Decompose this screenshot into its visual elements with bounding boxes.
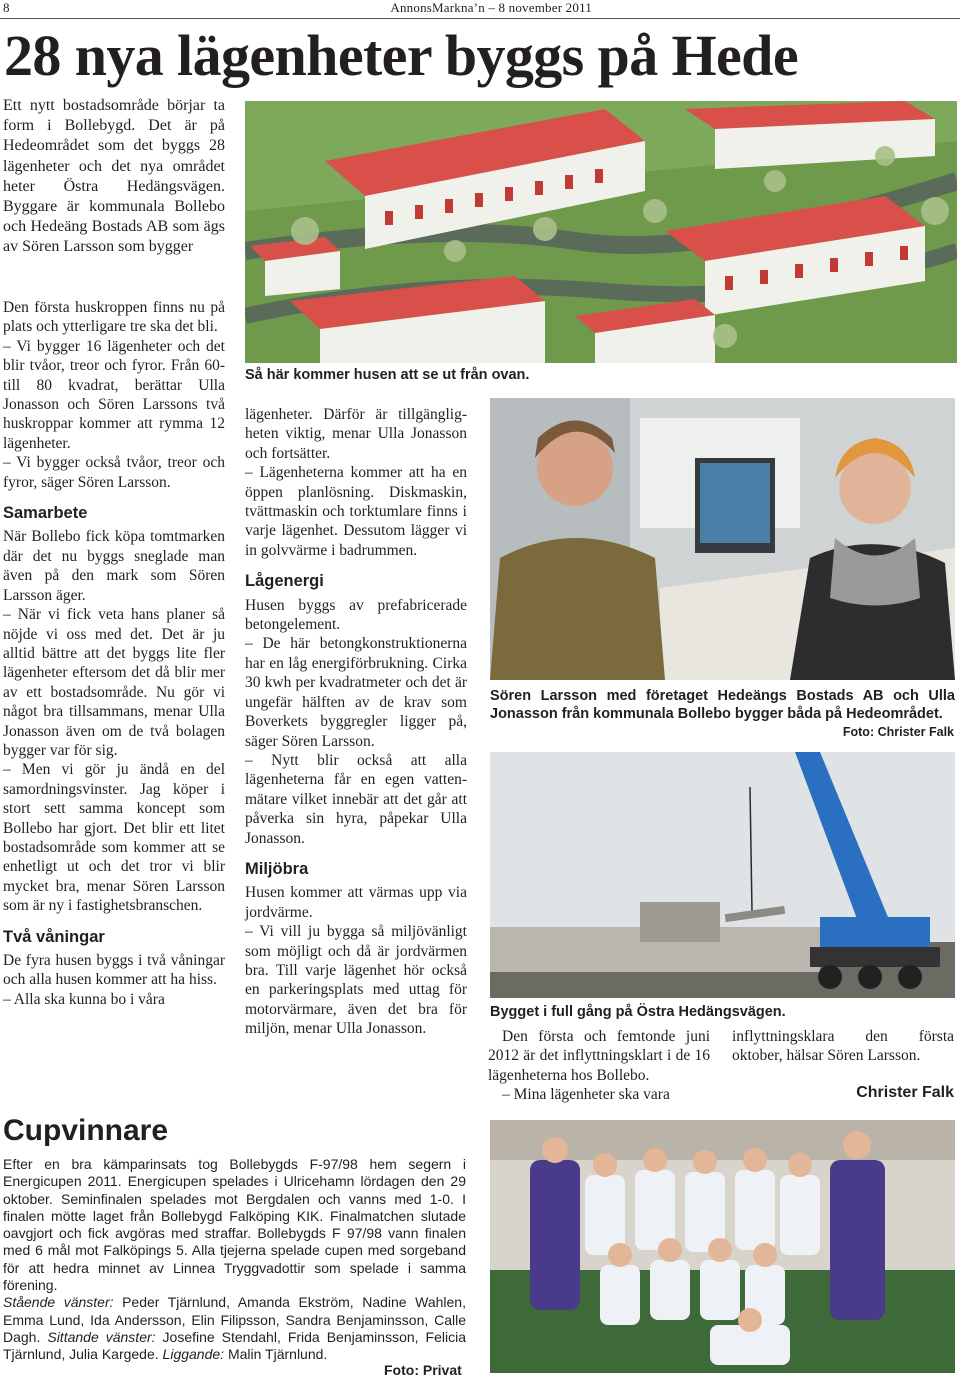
paragraph: lägenheter. Därför är tillgängligheten viktig, menar Ulla Jonasson och fortsätter.: [245, 406, 467, 462]
cup-sitting-label: Sittande vänster:: [47, 1328, 156, 1345]
paragraph: – Vi bygger också tvåor, treor och fyror, säger Sören Larsson.: [3, 454, 225, 491]
cup-text: [3, 1156, 466, 1364]
cup-title: Cupvinnare: [3, 1114, 169, 1147]
crane-photo: [490, 752, 955, 998]
paragraph: – Mina lägenheter ska vara: [502, 1086, 670, 1104]
paragraph: – Vi bygger 16 lägenheter och det blir tvåor, treor och fyror. Från 60- till 80 kvadrat, berättar Ulla Jonasson och Sören Larssons två huskroppar kommer att rymma 12 lägenheter.: [3, 337, 225, 452]
paragraph: – De här betongkonstruktionerna har en låg energiförbrukning. Cirka 30 kwh per kvadratmeter och det är ungefär hälften av de krav som Boverkets byggregler ligger på, säger Sören Larsson.: [245, 635, 467, 750]
paragraph: – Nytt blir också att alla lägenheterna får en egen vattenmätare vilket innebär att det går att påverka sin hyra, påpekar Ulla Jonasson.: [245, 751, 467, 847]
portrait-photo-credit: Foto: Christer Falk: [842, 725, 954, 739]
subheading-tva-vaningar: Två våningar: [3, 927, 105, 946]
paragraph: – Men vi gör ju ändå en del samordningsvinster. Jag köper i stort sett samma koncept som Bollebo har gjort. Det blir ett litet bostadsområde som kommer att se enhetligt ut och det tror vi blir mycket bra, menar Sören Larsson som är ny i fastighetsbranschen.: [3, 761, 225, 915]
page-number: 8: [3, 0, 10, 15]
cup-body: Efter en bra kämparinsats tog Bollebygds F-97/98 hem segern i Energicupen 2011. Energicupen spelades i Ulricehamn lördagen den 29 oktober. Seminfinalen spelades mot Bergdalen och vanns med 1-0. I finalen mötte laget från Bollebygd Falköping KIK. Finalmatchen slutade oavgjort och fick avgöras med straffar. Bollebygds F 97/98 vann finalen med 6 mål mot Falköpings 5. Alla tjejerna spelade cupen med sorgeband för att hedra minnet av Linnea Tryggvadottir som spelade i samma förening.: [3, 1156, 466, 1294]
portrait-caption-text: Sören Larsson med företaget Hedeängs Bostads AB och Ulla Jonasson från kommunala Bollebo bygger båda på Hedeområdet.: [490, 688, 955, 722]
header-rule: [0, 18, 960, 19]
publication-line: AnnonsMarkna’n – 8 november 2011: [390, 0, 592, 15]
headline: 28 nya lägenheter byggs på Hede: [4, 23, 798, 88]
crane-caption: Bygget i full gång på Östra Hedängsvägen.: [490, 1004, 786, 1020]
column-1: [3, 298, 225, 1009]
cup-sitting-names: Josefine Stendahl, Frida Benjaminsson, Felicia Tjärnlund, Julia Kargede.: [3, 1328, 466, 1363]
paragraph: – Alla ska kunna bo i våra: [3, 990, 165, 1008]
subheading-samarbete: Samarbete: [3, 504, 88, 523]
cup-standing-label: Stående vänster:: [3, 1294, 114, 1311]
paragraph: Den första och femtonde juni 2012 är det inflyttningsklart i de 16 lägenheterna hos Bollebo.: [488, 1028, 710, 1084]
portrait-photo: [490, 398, 955, 680]
byline: Christer Falk: [856, 1084, 954, 1101]
subheading-lagenergi: Lågenergi: [245, 572, 324, 591]
paragraph: – När vi fick veta hans planer så nöjde vi oss med det. Det är ju alltid bättre att det byggs lite fler lägenheter eftersom det då blir mer av ett bostadsområde. Nu gör vi något bra tillsammans, menar Ulla Jonasson även om de två bolagen bygger var för sig.: [3, 606, 225, 759]
portrait-caption: [490, 687, 955, 723]
paragraph: Husen kommer att värmas upp via jordvärme.: [245, 884, 467, 921]
aerial-illustration: [245, 101, 957, 363]
cup-photo-credit: Foto: Privat: [384, 1362, 462, 1378]
paragraph: – Lägenheterna kommer att ha en öppen planlösning. Diskmaskin, tvättmaskin och torktumlare finns i varje lägenhet. Dessutom lägger vi in golvvärme i badrummen.: [245, 464, 467, 559]
subheading-miljobra: Miljöbra: [245, 859, 309, 878]
paragraph: Den första huskroppen finns nu på plats och ytterligare tre ska det bli.: [3, 299, 225, 336]
column-3-right: [732, 1027, 954, 1066]
column-3-left: [488, 1027, 710, 1105]
column-2: [245, 405, 467, 1039]
lede: Ett nytt bostadsområde börjar ta form i Bollebygd. Det är på Hedeområdet som det byggs 28 lägenheter och det nya området heter Östra Hedängsvägen. Byggare är kommunala Bollebo och Hedeäng Bostads AB som ägs av Sören Larsson som bygger: [3, 97, 225, 256]
cup-lying-label: Liggande:: [162, 1346, 225, 1363]
aerial-caption: Så här kommer husen att se ut från ovan.: [245, 367, 530, 383]
paragraph: – Vi vill ju bygga så miljövänligt som möjligt och då är jordvärmen bra. Till varje lägenhet hör också en parkeringsplats med uttag för motorvärmare, även det bra för miljön, menar Ulla Jonasson.: [245, 923, 467, 1038]
paragraph: De fyra husen byggs i två våningar och alla husen kommer att ha hiss.: [3, 952, 225, 989]
paragraph: Husen byggs av prefabricerade betongelement.: [245, 596, 467, 634]
cup-lying-names: Malin Tjärnlund.: [224, 1346, 328, 1363]
team-photo: [490, 1120, 955, 1373]
cup-standing-names: Peder Tjärnlund, Amanda Ekström, Nadine Wahlen, Emma Lund, Ida Andersson, Elin Filipsson, Sandra Benjaminsson, Calle Dagh.: [3, 1294, 466, 1345]
paragraph: inflyttningsklara den första oktober, hälsar Sören Larsson.: [732, 1028, 954, 1065]
paragraph: När Bollebo fick köpa tomtmarken där det nu byggs sneglade man även på den mark som Sören Larsson äger.: [3, 528, 225, 604]
